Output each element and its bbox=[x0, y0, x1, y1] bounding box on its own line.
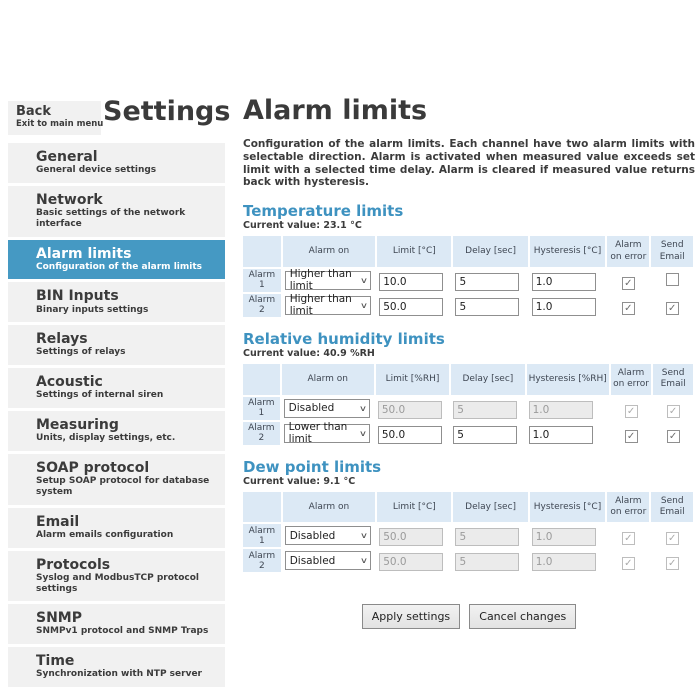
sidebar-item-email[interactable] bbox=[8, 508, 225, 548]
alarm-on-error-checkbox: ✓ bbox=[625, 405, 638, 418]
sidebar-item-description: Basic settings of the network interface bbox=[36, 207, 186, 229]
main-content bbox=[243, 95, 695, 629]
button-row bbox=[243, 604, 695, 629]
sidebar-item-description: General device settings bbox=[36, 165, 157, 176]
column-header-alarm-on: Alarm on bbox=[283, 492, 376, 523]
column-header-alarm-on-error: Alarm on error bbox=[611, 364, 651, 395]
delay-input bbox=[455, 553, 519, 571]
sidebar-item-description: Configuration of the alarm limits bbox=[36, 261, 202, 272]
alarm-on-selected-value: Disabled bbox=[289, 529, 336, 542]
delay-input bbox=[455, 528, 519, 546]
sidebar-item-description: Settings of relays bbox=[36, 347, 126, 358]
row-label: Alarm 2 bbox=[243, 294, 281, 317]
alarm-on-error-checkbox[interactable]: ✓ bbox=[622, 277, 635, 290]
hysteresis-input[interactable] bbox=[532, 273, 596, 291]
chevron-down-icon: ∨ bbox=[358, 403, 367, 413]
alarm-on-selected-value: Higher than limit bbox=[289, 268, 352, 293]
send-email-checkbox: ✓ bbox=[667, 405, 680, 418]
sidebar-item-title: Email bbox=[36, 513, 80, 530]
alarm-on-error-checkbox[interactable]: ✓ bbox=[622, 302, 635, 315]
current-value: Current value: 9.1 °C bbox=[243, 475, 356, 487]
page-description: Configuration of the alarm limits. Each channel have two alarm limits with selectable direction. Alarm is activated when measured value exceeds set limit with a selected time delay. Alarm is cleared if measured value returns back with hysteresis. bbox=[243, 138, 695, 189]
section-relative-humidity-limits bbox=[243, 331, 695, 447]
column-header-row bbox=[243, 236, 281, 267]
chevron-down-icon: ∨ bbox=[359, 275, 368, 285]
sidebar-item-title: Network bbox=[36, 191, 103, 208]
row-label: Alarm 1 bbox=[243, 397, 280, 420]
row-label: Alarm 2 bbox=[243, 422, 280, 445]
column-header-limit-rh: Limit [%RH] bbox=[376, 364, 449, 395]
hysteresis-input bbox=[532, 528, 596, 546]
delay-input[interactable] bbox=[455, 273, 519, 291]
column-header-delay-sec: Delay [sec] bbox=[453, 236, 527, 267]
column-header-hysteresis-c: Hysteresis [°C] bbox=[530, 492, 606, 523]
limits-table bbox=[241, 234, 695, 319]
sidebar-item-time[interactable] bbox=[8, 647, 225, 687]
limit-input[interactable] bbox=[378, 426, 442, 444]
column-header-delay-sec: Delay [sec] bbox=[451, 364, 524, 395]
row-label: Alarm 1 bbox=[243, 524, 281, 547]
limits-table bbox=[241, 490, 695, 575]
apply-settings-button[interactable]: Apply settings bbox=[362, 604, 460, 629]
column-header-delay-sec: Delay [sec] bbox=[453, 492, 527, 523]
send-email-checkbox[interactable]: ✓ bbox=[667, 430, 680, 443]
column-header-row bbox=[243, 492, 281, 523]
alarm-on-selected-value: Disabled bbox=[288, 402, 335, 415]
alarm-row-alarm-2 bbox=[243, 294, 693, 317]
table-header-row bbox=[243, 236, 693, 267]
sidebar-item-description: Synchronization with NTP server bbox=[36, 669, 202, 680]
sidebar-item-description: Alarm emails configuration bbox=[36, 529, 174, 540]
sidebar-item-title: Protocols bbox=[36, 556, 111, 573]
sidebar-item-snmp[interactable] bbox=[8, 604, 225, 644]
delay-input[interactable] bbox=[455, 298, 519, 316]
column-header-send-email: Send Email bbox=[651, 492, 693, 523]
row-label: Alarm 1 bbox=[243, 269, 281, 292]
settings-title: Settings bbox=[103, 96, 231, 127]
current-value: Current value: 23.1 °C bbox=[243, 220, 362, 232]
sidebar-item-title: Acoustic bbox=[36, 374, 103, 391]
alarm-on-select[interactable] bbox=[284, 399, 370, 418]
sidebar-item-bin-inputs[interactable] bbox=[8, 282, 225, 322]
alarm-on-error-checkbox: ✓ bbox=[622, 532, 635, 545]
hysteresis-input[interactable] bbox=[532, 298, 596, 316]
sidebar-item-description: Settings of internal siren bbox=[36, 390, 164, 401]
sidebar-item-title: SOAP protocol bbox=[36, 460, 150, 477]
sidebar-item-title: General bbox=[36, 149, 98, 165]
sidebar bbox=[8, 143, 225, 690]
send-email-checkbox[interactable] bbox=[666, 273, 679, 286]
chevron-down-icon: ∨ bbox=[359, 556, 368, 566]
limit-input bbox=[379, 553, 443, 571]
back-button-label: Back bbox=[16, 104, 52, 119]
table-header-row bbox=[243, 364, 693, 395]
alarm-row-alarm-1 bbox=[243, 524, 693, 547]
delay-input[interactable] bbox=[453, 426, 517, 444]
alarm-on-select[interactable] bbox=[285, 526, 371, 545]
sidebar-item-soap-protocol[interactable] bbox=[8, 454, 225, 505]
column-header-alarm-on: Alarm on bbox=[282, 364, 374, 395]
sidebar-item-title: BIN Inputs bbox=[36, 288, 119, 305]
page-title: Alarm limits bbox=[243, 95, 428, 126]
column-header-hysteresis-rh: Hysteresis [%RH] bbox=[527, 364, 609, 395]
sidebar-item-protocols[interactable] bbox=[8, 551, 225, 602]
alarm-row-alarm-2 bbox=[243, 422, 693, 445]
alarm-on-error-checkbox: ✓ bbox=[622, 557, 635, 570]
sidebar-item-description: Binary inputs settings bbox=[36, 304, 149, 315]
sidebar-item-title: Measuring bbox=[36, 417, 119, 434]
alarm-on-select[interactable] bbox=[285, 551, 371, 570]
column-header-limit-c: Limit [°C] bbox=[377, 492, 451, 523]
current-value: Current value: 40.9 %RH bbox=[243, 348, 375, 360]
limit-input bbox=[378, 401, 442, 419]
table-header-row bbox=[243, 492, 693, 523]
chevron-down-icon: ∨ bbox=[359, 300, 368, 310]
sidebar-item-network[interactable] bbox=[8, 186, 225, 237]
alarm-row-alarm-1 bbox=[243, 397, 693, 420]
sidebar-item-acoustic[interactable] bbox=[8, 368, 225, 408]
column-header-alarm-on: Alarm on bbox=[283, 236, 376, 267]
back-button[interactable] bbox=[8, 101, 104, 135]
limit-input[interactable] bbox=[379, 273, 443, 291]
alarm-on-select[interactable] bbox=[284, 421, 370, 446]
limits-sections bbox=[243, 203, 695, 574]
send-email-checkbox[interactable]: ✓ bbox=[666, 302, 679, 315]
hysteresis-input bbox=[532, 553, 596, 571]
sidebar-item-title: SNMP bbox=[36, 610, 82, 627]
sidebar-item-relays[interactable] bbox=[8, 325, 225, 365]
sidebar-item-description: Units, display settings, etc. bbox=[36, 433, 176, 444]
column-header-alarm-on-error: Alarm on error bbox=[607, 236, 649, 267]
row-label: Alarm 2 bbox=[243, 549, 281, 572]
chevron-down-icon: ∨ bbox=[358, 428, 367, 438]
sidebar-item-alarm-limits[interactable] bbox=[8, 240, 225, 280]
delay-input bbox=[453, 401, 517, 419]
column-header-alarm-on-error: Alarm on error bbox=[607, 492, 649, 523]
column-header-hysteresis-c: Hysteresis [°C] bbox=[530, 236, 606, 267]
section-title: Dew point limits bbox=[243, 457, 382, 476]
sidebar-item-description: Syslog and ModbusTCP protocol settings bbox=[36, 572, 200, 594]
alarm-on-selected-value: Disabled bbox=[289, 554, 336, 567]
limits-table bbox=[241, 362, 695, 447]
column-header-limit-c: Limit [°C] bbox=[377, 236, 451, 267]
sidebar-item-description: Setup SOAP protocol for database system bbox=[36, 476, 210, 497]
alarm-on-error-checkbox[interactable]: ✓ bbox=[625, 430, 638, 443]
alarm-on-selected-value: Lower than limit bbox=[288, 421, 348, 446]
sidebar-item-title: Time bbox=[36, 653, 75, 670]
alarm-row-alarm-1 bbox=[243, 269, 693, 292]
cancel-changes-button[interactable]: Cancel changes bbox=[469, 604, 576, 629]
sidebar-item-title: Alarm limits bbox=[36, 245, 132, 262]
section-temperature-limits bbox=[243, 203, 695, 319]
hysteresis-input bbox=[529, 401, 593, 419]
sidebar-item-title: Relays bbox=[36, 331, 88, 348]
limit-input bbox=[379, 528, 443, 546]
alarm-on-select[interactable] bbox=[285, 268, 371, 293]
column-header-send-email: Send Email bbox=[653, 364, 693, 395]
back-button-subtitle: Exit to main menu bbox=[16, 119, 104, 130]
sidebar-item-measuring[interactable] bbox=[8, 411, 225, 451]
column-header-send-email: Send Email bbox=[651, 236, 693, 267]
section-title: Relative humidity limits bbox=[243, 329, 445, 348]
limit-input[interactable] bbox=[379, 298, 443, 316]
send-email-checkbox: ✓ bbox=[666, 557, 679, 570]
section-title: Temperature limits bbox=[243, 202, 404, 221]
alarm-on-selected-value: Higher than limit bbox=[289, 293, 352, 318]
sidebar-item-description: SNMPv1 protocol and SNMP Traps bbox=[36, 626, 209, 637]
send-email-checkbox: ✓ bbox=[666, 532, 679, 545]
sidebar-item-general[interactable] bbox=[8, 143, 225, 183]
column-header-row bbox=[243, 364, 280, 395]
alarm-row-alarm-2 bbox=[243, 549, 693, 572]
section-dew-point-limits bbox=[243, 459, 695, 575]
hysteresis-input[interactable] bbox=[529, 426, 593, 444]
alarm-on-select[interactable] bbox=[285, 293, 371, 318]
chevron-down-icon: ∨ bbox=[359, 531, 368, 541]
